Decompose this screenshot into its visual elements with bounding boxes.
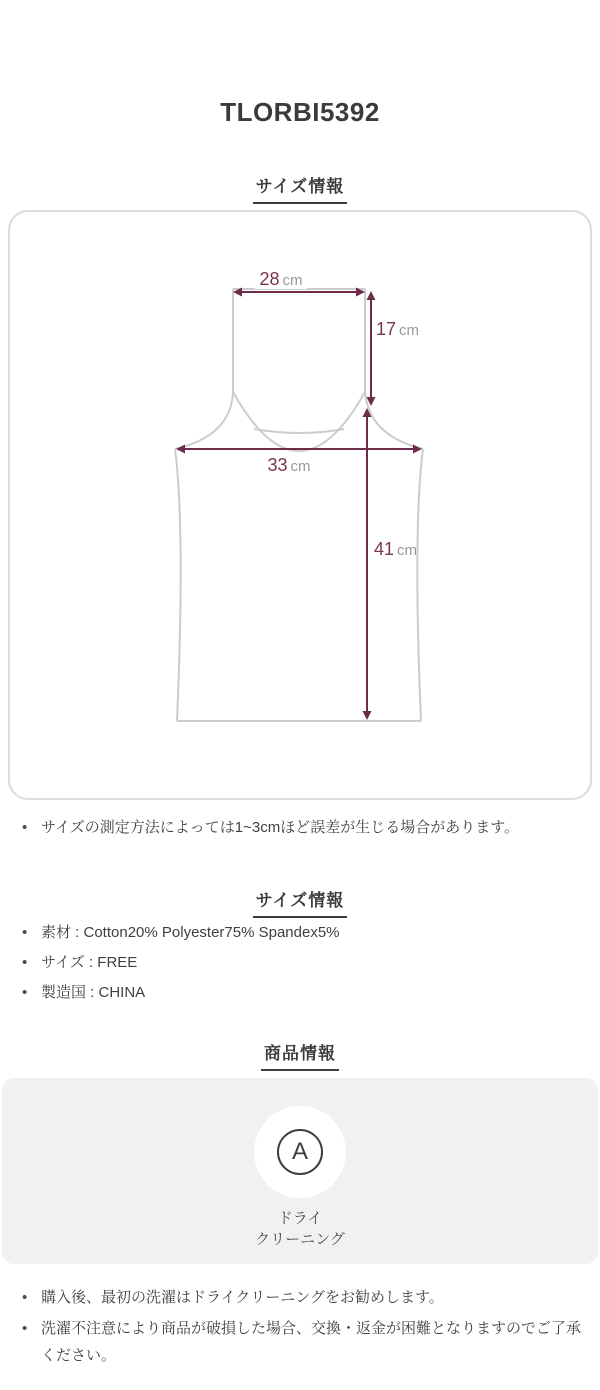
spec-item-material: • 素材 : Cotton20% Polyester75% Spandex5% [22, 919, 584, 946]
bullet-dot: • [22, 924, 28, 941]
page-title: TLORBI5392 [220, 97, 380, 127]
section-heading-size-diagram: サイズ情報 [0, 172, 600, 204]
garment-diagram-svg [10, 212, 590, 798]
bullet-dot: • [22, 819, 28, 836]
measure-label-length: 41 cm [374, 539, 418, 559]
bullet-dot: • [22, 1289, 28, 1306]
section-heading-product-info: 商品情報 [0, 1039, 600, 1071]
measure-label-strap-height: 17 cm [376, 319, 420, 339]
care-label: ドライ クリーニング [255, 1210, 345, 1248]
garment-outline [175, 289, 423, 721]
measure-label-top-width: 28 cm [231, 268, 331, 292]
bullet-dot: • [22, 984, 28, 1001]
care-note-first-wash: • 購入後、最初の洗濯はドライクリーニングをお勧めします。 [22, 1284, 584, 1311]
section-heading-size-info: サイズ情報 [0, 886, 600, 918]
spec-item-country: • 製造国 : CHINA [22, 979, 584, 1006]
bullet-dot: • [22, 954, 28, 971]
care-note-damage-policy: • 洗濯不注意により商品が破損した場合、交換・返金が困難となりますのでご了承ください。 [22, 1315, 584, 1369]
care-icon-background [254, 1106, 346, 1198]
measurement-arrows [176, 288, 422, 721]
spec-item-size: • サイズ : FREE [22, 949, 584, 976]
bullet-dot: • [22, 1320, 28, 1337]
size-diagram-box [8, 210, 592, 800]
measurement-tolerance-note: • サイズの測定方法によっては1~3cmほど誤差が生じる場合があります。 [22, 814, 584, 841]
dry-cleaning-icon: A [277, 1129, 323, 1175]
measure-label-chest-width: 33 cm [267, 455, 311, 475]
